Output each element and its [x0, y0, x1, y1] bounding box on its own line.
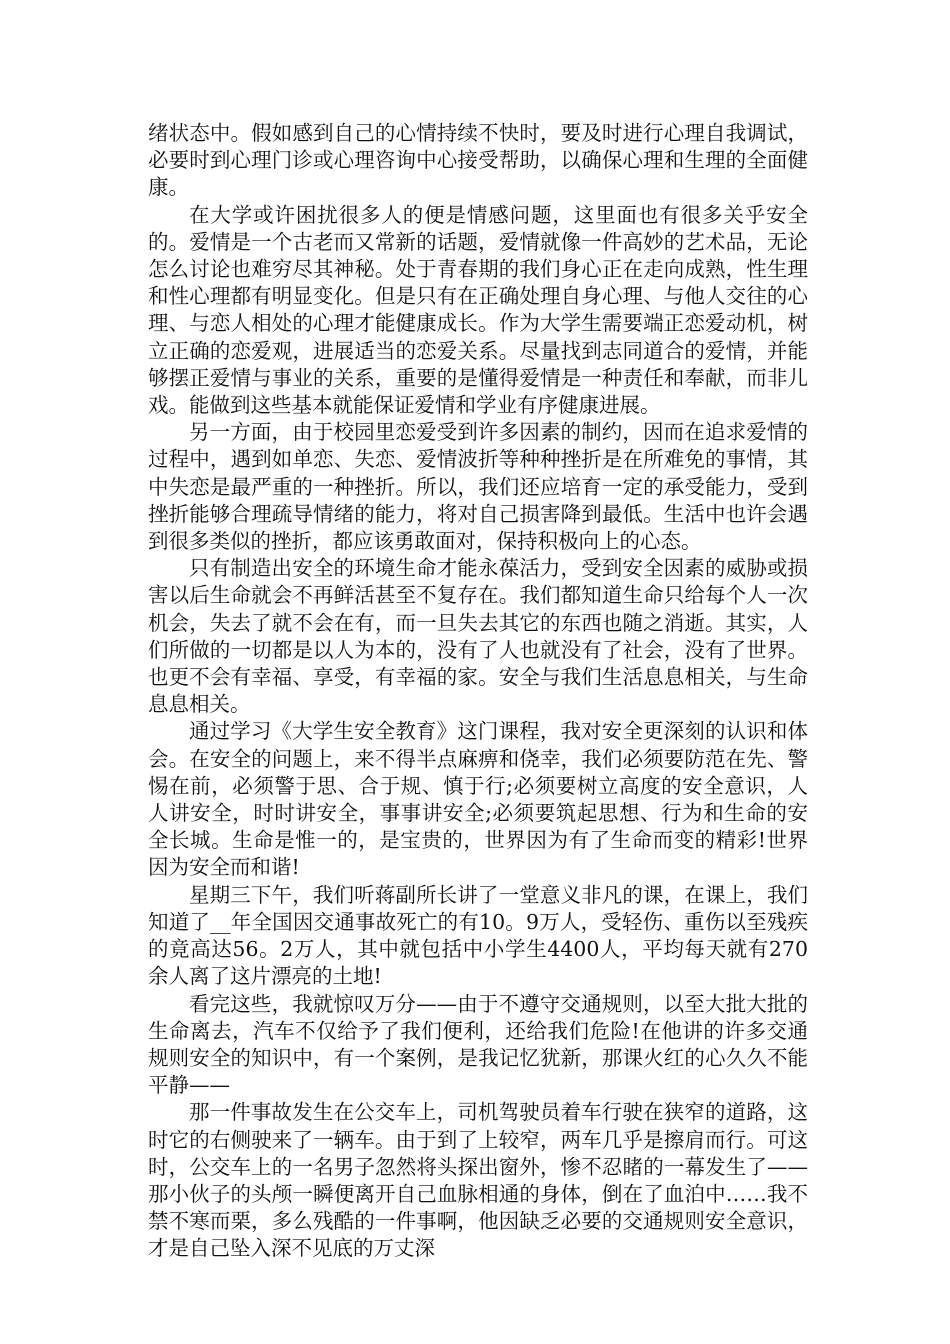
paragraph: 那一件事故发生在公交车上，司机驾驶员着车行驶在狭窄的道路，这时它的右侧驶来了一辆车。由于到了上较窄，两车几乎是擦肩而行。可这时，公交车上的一名男子忽然将头探出窗外，惨不忍睹的一幕发生了——那小伙子的头颅一瞬便离开自己血脉相通的身体，倒在了血泊中……我不禁不寒而栗，多么残酷的一件事啊，他因缺乏必要的交通规则安全意识，才是自己坠入深不见底的万丈深 — [148, 1100, 808, 1261]
document-body — [148, 120, 808, 1263]
paragraph: 看完这些，我就惊叹万分——由于不遵守交通规则，以至大批大批的生命离去，汽车不仅给予了我们便利，还给我们危险!在他讲的许多交通规则安全的知识中，有一个案例，是我记忆犹新，那课火红的心久久不能平静—— — [148, 991, 808, 1098]
paragraph: 另一方面，由于校园里恋爱受到许多因素的制约，因而在追求爱情的过程中，遇到如单恋、失恋、爱情波折等种种挫折是在所难免的事情，其中失恋是最严重的一种挫折。所以，我们还应培育一定的承受能力，受到挫折能够合理疏导情绪的能力，将对自己损害降到最低。生活中也许会遇到很多类似的挫折，都应该勇敢面对，保持积极向上的心态。 — [148, 420, 808, 554]
paragraph: 只有制造出安全的环境生命才能永葆活力，受到安全因素的威胁或损害以后生命就会不再鲜活甚至不复存在。我们都知道生命只给每个人一次机会，失去了就不会在有，而一旦失去其它的东西也随之消逝。其实，人们所做的一切都是以人为本的，没有了人也就没有了社会，没有了世界。也更不会有幸福、享受，有幸福的家。安全与我们生活息息相关，与生命息息相关。 — [148, 556, 808, 717]
paragraph: 在大学或许困扰很多人的便是情感问题，这里面也有很多关乎安全的。爱情是一个古老而又常新的话题，爱情就像一件高妙的艺术品，无论怎么讨论也难穷尽其神秘。处于青春期的我们身心正在走向成熟，性生理和性心理都有明显变化。但是只有在正确处理自身心理、与他人交往的心理、与恋人相处的心理才能健康成长。作为大学生需要端正恋爱动机，树立正确的恋爱观，进展适当的恋爱关系。尽量找到志同道合的爱情，并能够摆正爱情与事业的关系，重要的是懂得爱情是一种责任和奉献，而非儿戏。能做到这些基本就能保证爱情和学业有序健康进展。 — [148, 202, 808, 418]
paragraph: 星期三下午，我们听蒋副所长讲了一堂意义非凡的课，在课上，我们知道了__年全国因交通事故死亡的有10。9万人，受轻伤、重伤以至残疾的竟高达56。2万人，其中就包括中小学生4400人，平均每天就有270余人离了这片漂亮的土地! — [148, 882, 808, 989]
paragraph: 绪状态中。假如感到自己的心情持续不快时，要及时进行心理自我调试，必要时到心理门诊或心理咨询中心接受帮助，以确保心理和生理的全面健康。 — [148, 121, 808, 200]
paragraph: 通过学习《大学生安全教育》这门课程，我对安全更深刻的认识和体会。在安全的问题上，来不得半点麻痹和侥幸，我们必须要防范在先、警惕在前，必须警于思、合于规、慎于行;必须要树立高度的安全意识，人人讲安全，时时讲安全，事事讲安全;必须要筑起思想、行为和生命的安全长城。生命是惟一的，是宝贵的，世界因为有了生命而变的精彩!世界因为安全而和谐! — [148, 719, 808, 880]
